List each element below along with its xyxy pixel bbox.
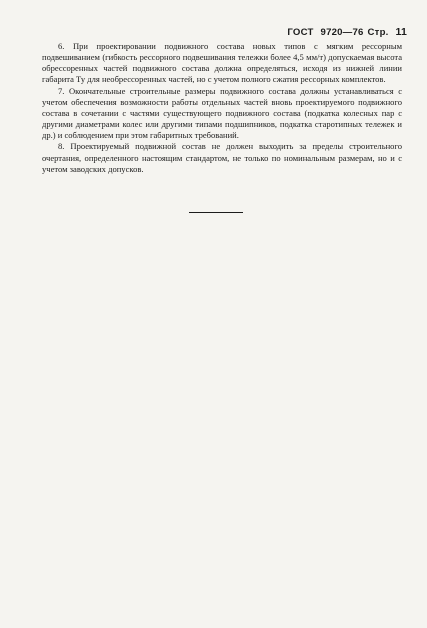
document-body [42,41,402,175]
page-label: Стр. [367,27,389,38]
standard-label: ГОСТ [287,27,314,38]
paragraph-6: 6. При проектировании подвижного состава новых типов с мягким рессорным подвешиванием (гибкость рессорного подвешивания тележки более 4,5 мм/т) допускаемая высота обрессоренных частей подвижного состава должна определяться, исходя из нижней линии габарита Ту для необрессоренных частей, но с учетом полного сжатия рессорных комплектов. [42,41,402,85]
standard-number: 9720—76 [320,27,364,38]
end-divider-line [189,212,243,213]
page-header [287,26,407,38]
paragraph-8: 8. Проектируемый подвижной состав не должен выходить за пределы строительного очертания, определенного настоящим стандартом, не только по номинальным размерам, но и с учетом заводских допусков. [42,141,402,174]
paragraph-7: 7. Окончательные строительные размеры подвижного состава должны устанавливаться с учетом обеспечения возможности работы отдельных частей вновь проектируемого подвижного состава в сочетании с частями существующего подвижного состава (подкатка колесных пар с другими диаметрами колес или другими типами подшипников, подкатка старотипных тележек и др.) и соблюдением при этом габаритных требований. [42,85,402,141]
page-number: 11 [395,26,407,38]
